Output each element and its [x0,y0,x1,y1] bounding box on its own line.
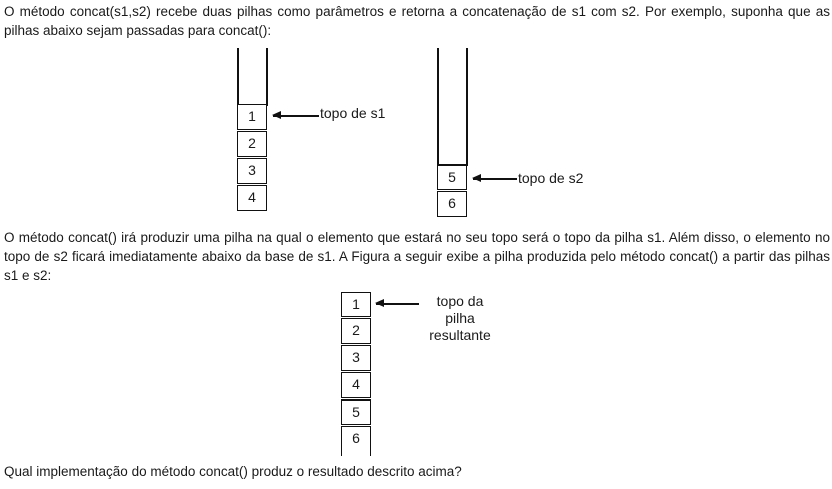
stack-result-label-line: resultante [429,327,491,343]
stack-s1-cell: 1 [237,104,267,130]
explanation-paragraph: O método concat() irá produzir uma pilha na qual o elemento que estará no seu topo será o topo da pilha s1. Além disso, o elemento no topo de s2 ficará imediatamente abaixo da base de s1. A Figura a seguir exibe a pilha produzida pelo método concat() a partir das pilhas s1 e s2: [4,230,830,283]
stack-s1-left-wall [237,48,239,106]
stack-s2-cell: 5 [437,164,467,190]
stack-s1-cell: 4 [237,185,267,211]
stack-result-top-arrow [376,303,419,305]
stack-result-cell: 6 [341,426,371,456]
stack-s1-right-wall [266,48,268,106]
stack-s2-cell: 6 [437,191,467,217]
stack-result-cell: 1 [341,292,371,317]
stack-s2-top-arrow [473,178,517,180]
stack-result-label-line: topo da [436,293,484,309]
stack-s1-cell: 3 [237,158,267,184]
stack-s1-top-label: topo de s1 [320,105,386,121]
intro-paragraph: O método concat(s1,s2) recebe duas pilhas como parâmetros e retorna a concatenação de s1 com s2. Por exemplo, suponha que as pilhas abaixo sejam passadas para concat(): [4,4,830,38]
stack-result-cell: 3 [341,345,371,371]
stack-result-cell: 2 [341,318,371,344]
stack-s1-top-arrow [273,115,319,117]
stack-s2-top-label: topo de s2 [518,170,584,186]
stack-s2-left-wall [437,48,439,166]
stack-s2-right-wall [466,48,468,166]
stack-s1-cell: 2 [237,131,267,157]
question-paragraph: Qual implementação do método concat() produz o resultado descrito acima? [4,464,462,479]
stack-result-label-line: pilha [445,310,475,326]
stack-result-cell: 4 [341,372,371,398]
stack-result-top-label [420,293,500,344]
stack-result-cell: 5 [341,399,371,425]
